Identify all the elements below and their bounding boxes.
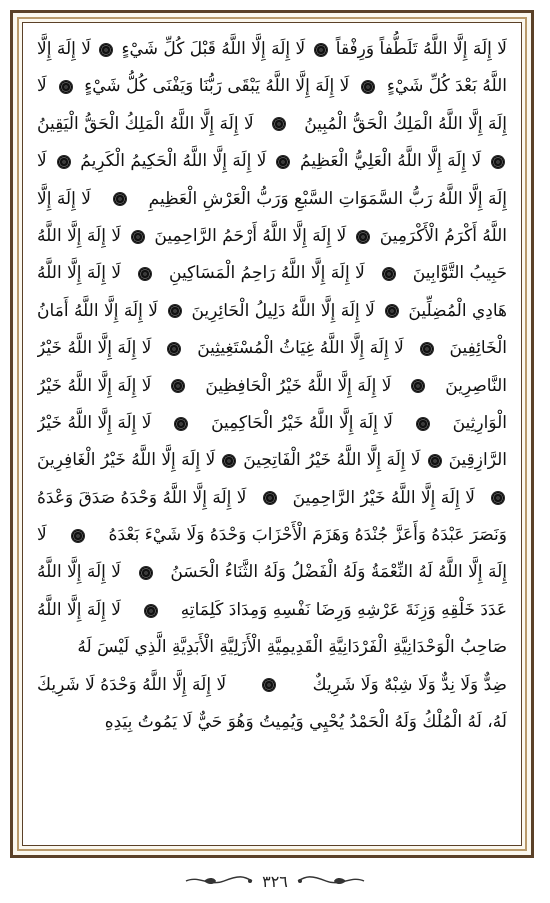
text-segment: النَّاصِرِينَ	[445, 375, 507, 396]
text-line	[37, 405, 507, 442]
text-segment: لَا إِلَهَ إِلَّا اللَّهُ يَبْقَى رَبُّنَا وَيَفْنَى كُلُّ شَيْءٍ	[84, 76, 350, 97]
text-segment: إِلَهَ إِلَّا اللَّهُ رَبُّ السَّمَوَاتِ السَّبْعِ وَرَبُّ الْعَرْشِ الْعَظِيمِ	[148, 188, 507, 209]
rosette-separator-icon	[132, 231, 144, 243]
text-segment: لَا إِلَهَ إِلَّا اللَّهُ قَبْلَ كُلِّ شَيْءٍ	[121, 39, 306, 59]
rosette-separator-icon	[362, 81, 374, 93]
text-segment: إِلَهَ إِلَّا اللَّهُ الْمَلِكُ الْحَقُّ الْمُبِينُ	[304, 113, 507, 134]
text-segment: حَبِيبُ التَّوَّابِينَ	[412, 263, 507, 284]
rosette-separator-icon	[140, 567, 152, 579]
rosette-separator-icon	[145, 605, 157, 617]
rosette-separator-icon	[492, 492, 504, 504]
text-line	[37, 255, 507, 292]
rosette-separator-icon	[315, 44, 327, 56]
text-segment: صَاحِبُ الْوَحْدَانِيَّةِ الْفَرْدَانِيَّةِ الْقَدِيمِيَّةِ الْأَزَلِيَّةِ الْأَبَدِيَّةِ الَّذِي لَيْسَ لَهُ	[77, 637, 507, 658]
text-segment: لَا إِلَهَ إِلَّا اللَّهُ خَيْرُ الْحَافِظِينَ	[205, 375, 392, 396]
rosette-separator-icon	[273, 118, 285, 130]
arabic-text-body	[37, 31, 507, 839]
text-line	[37, 554, 507, 591]
text-segment: لَا	[37, 151, 47, 172]
text-segment: لَا إِلَهَ إِلَّا اللَّهُ	[37, 225, 122, 246]
text-line	[37, 667, 507, 704]
rosette-separator-icon	[263, 679, 275, 691]
text-segment: وَنَصَرَ عَبْدَهُ وَأَعَزَّ جُنْدَهُ وَهَزَمَ الْأَحْزَابَ وَحْدَهُ وَلَا شَيْءَ بَعْدَهُ	[108, 525, 507, 546]
rosette-separator-icon	[139, 268, 151, 280]
text-segment: لَا إِلَهَ إِلَّا اللَّهُ خَيْرُ	[37, 375, 152, 396]
text-segment: اللَّهُ أَكْرَمُ الْأَكْرَمِينَ	[379, 225, 507, 246]
text-segment: لَا إِلَهَ إِلَّا اللَّهُ خَيْرُ	[37, 338, 152, 359]
rosette-separator-icon	[172, 380, 184, 392]
text-segment: الرَّازِقِينَ	[448, 450, 507, 471]
text-line	[37, 442, 507, 479]
text-line	[37, 106, 507, 143]
text-line	[37, 31, 507, 68]
text-segment: لَا إِلَهَ إِلَّا اللَّهُ خَيْرُ الْفَاتِحِينَ	[243, 450, 421, 471]
text-segment: لَا إِلَهَ إِلَّا اللَّهُ رَاحِمُ الْمَسَاكِينِ	[169, 263, 365, 284]
text-segment: لَهُ، لَهُ الْمُلْكُ وَلَهُ الْحَمْدُ يُحْيِي وَيُمِيتُ وَهُوَ حَيٌّ لَا يَمُوتُ بِيَدِهِ	[104, 712, 507, 733]
page-footer	[0, 866, 550, 896]
text-segment: لَا إِلَهَ إِلَّا اللَّهُ الْحَكِيمُ الْكَرِيمُ	[80, 151, 267, 172]
rosette-separator-icon	[169, 305, 181, 317]
text-segment: لَا إِلَهَ إِلَّا اللَّهُ وَحْدَهُ صَدَقَ وَعْدَهُ	[37, 487, 247, 508]
left-ornament-icon	[184, 874, 254, 888]
text-segment: الْخَائِفِينَ	[449, 338, 507, 359]
text-segment: لَا إِلَهَ إِلَّا	[37, 39, 91, 59]
text-segment: لَا إِلَهَ إِلَّا اللَّهُ	[37, 562, 122, 583]
rosette-separator-icon	[264, 492, 276, 504]
rosette-separator-icon	[417, 418, 429, 430]
text-segment: لَا إِلَهَ إِلَّا اللَّهُ خَيْرُ	[37, 412, 152, 433]
text-segment: هَادِي الْمُضِلِّينَ	[408, 300, 507, 321]
text-segment: لَا إِلَهَ إِلَّا اللَّهُ تَلَطُّفاً وَرِفْقاً	[335, 39, 507, 59]
rosette-separator-icon	[277, 156, 289, 168]
rosette-separator-icon	[175, 418, 187, 430]
text-segment: لَا إِلَهَ إِلَّا اللَّهُ غِيَاثُ الْمُسْتَغِيثِينَ	[197, 338, 404, 359]
text-segment: لَا	[37, 76, 47, 97]
rosette-separator-icon	[492, 156, 504, 168]
text-segment: لَا إِلَهَ إِلَّا اللَّهُ خَيْرُ الْغَافِرِينَ	[37, 450, 216, 471]
text-line	[37, 181, 507, 218]
page-frame-inner	[22, 22, 522, 846]
text-segment: لَا إِلَهَ إِلَّا اللَّهُ وَحْدَهُ لَا شَرِيكَ	[37, 674, 227, 695]
text-line	[37, 330, 507, 367]
rosette-separator-icon	[357, 231, 369, 243]
right-ornament-icon	[296, 874, 366, 888]
page-frame-middle	[17, 17, 527, 851]
text-line	[37, 293, 507, 330]
rosette-separator-icon	[168, 343, 180, 355]
text-segment: لَا إِلَهَ إِلَّا اللَّهُ أَرْحَمُ الرَّاحِمِينَ	[154, 225, 347, 246]
text-line	[37, 517, 507, 554]
rosette-separator-icon	[412, 380, 424, 392]
text-segment: لَا إِلَهَ إِلَّا اللَّهُ الْمَلِكُ الْحَقُّ الْيَقِينُ	[37, 113, 254, 134]
rosette-separator-icon	[429, 455, 441, 467]
text-segment: لَا إِلَهَ إِلَّا اللَّهُ دَلِيلُ الْحَائِرِينَ	[191, 300, 375, 321]
text-line	[37, 143, 507, 180]
text-segment: لَا إِلَهَ إِلَّا	[37, 188, 91, 209]
rosette-separator-icon	[60, 81, 72, 93]
rosette-separator-icon	[383, 268, 395, 280]
text-segment: اللَّهُ بَعْدَ كُلِّ شَيْءٍ	[386, 76, 507, 97]
text-segment: لَا إِلَهَ إِلَّا اللَّهُ أَمَانُ	[37, 300, 158, 321]
text-line	[37, 480, 507, 517]
text-segment: لَا إِلَهَ إِلَّا اللَّهُ	[37, 599, 121, 620]
text-line	[37, 592, 507, 629]
text-line	[37, 704, 507, 741]
text-segment: لَا	[37, 525, 47, 546]
text-line	[37, 218, 507, 255]
text-segment: الْوَارِثِينَ	[452, 412, 507, 433]
text-segment: لَا إِلَهَ إِلَّا اللَّهُ خَيْرُ الرَّاحِمِينَ	[292, 487, 475, 508]
text-segment: لَا إِلَهَ إِلَّا اللَّهُ	[37, 263, 122, 284]
rosette-separator-icon	[223, 455, 235, 467]
text-segment: ضِدٌّ وَلَا نِدٌّ وَلَا شِبْهٌ وَلَا شَرِيكٌ	[312, 674, 507, 695]
rosette-separator-icon	[58, 156, 70, 168]
text-segment: لَا إِلَهَ إِلَّا اللَّهُ الْعَلِيُّ الْعَظِيمُ	[300, 151, 482, 172]
page-number: ٣٢٦	[262, 871, 288, 891]
page-frame	[10, 10, 534, 858]
rosette-separator-icon	[114, 193, 126, 205]
text-segment: إِلَهَ إِلَّا اللَّهُ لَهُ النِّعْمَةُ وَلَهُ الْفَضْلُ وَلَهُ الثَّنَاءُ الْحَسَنُ	[170, 562, 507, 583]
text-line	[37, 368, 507, 405]
rosette-separator-icon	[72, 530, 84, 542]
text-segment: عَدَدَ خَلْقِهِ وَزِنَةَ عَرْشِهِ وَرِضَا نَفْسِهِ وَمِدَادَ كَلِمَاتِهِ	[180, 599, 507, 620]
text-line	[37, 68, 507, 105]
rosette-separator-icon	[100, 44, 112, 56]
text-line	[37, 629, 507, 666]
rosette-separator-icon	[386, 305, 398, 317]
text-segment: لَا إِلَهَ إِلَّا اللَّهُ خَيْرُ الْحَاكِمِينَ	[211, 412, 393, 433]
rosette-separator-icon	[421, 343, 433, 355]
